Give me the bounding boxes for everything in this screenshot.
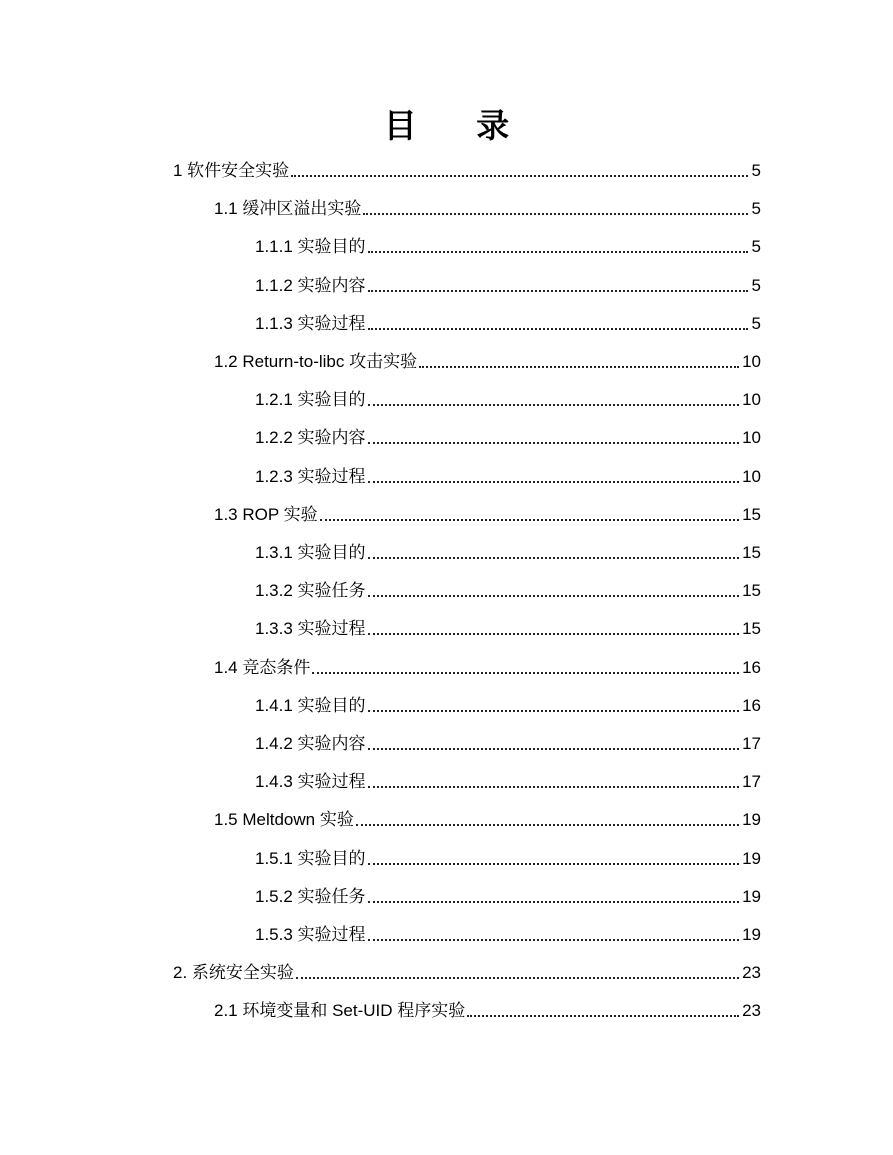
toc-entry[interactable]	[255, 534, 761, 572]
toc-entry[interactable]	[255, 267, 761, 305]
toc-dot-leader	[368, 771, 740, 793]
toc-entry-title: 1.4.2 实验内容	[255, 734, 366, 753]
toc-page-number: 5	[751, 199, 761, 218]
toc-dot-leader	[368, 733, 740, 755]
toc-dot-leader	[356, 809, 739, 831]
toc-dot-leader	[368, 313, 748, 335]
toc-entry-title: 1.4.1 实验目的	[255, 696, 366, 715]
toc-dot-leader	[363, 198, 748, 220]
toc-page-number: 16	[742, 696, 761, 715]
toc-entry-title: 1.1 缓冲区溢出实验	[214, 199, 362, 218]
toc-page-number: 5	[751, 237, 761, 256]
toc-entry[interactable]	[214, 649, 761, 687]
toc-page-number: 10	[742, 352, 761, 371]
toc-entry[interactable]	[255, 725, 761, 763]
toc-entry-title: 1.5 Meltdown 实验	[214, 810, 354, 829]
toc-dot-leader	[368, 695, 740, 717]
toc-dot-leader	[368, 848, 740, 870]
toc-dot-leader	[296, 962, 739, 984]
toc-page-number: 19	[742, 810, 761, 829]
toc-entry-title: 1.5.1 实验目的	[255, 849, 366, 868]
toc-page-number: 23	[742, 1001, 761, 1020]
toc-page-number: 15	[742, 505, 761, 524]
toc-entry[interactable]	[255, 763, 761, 801]
toc-entry[interactable]	[255, 305, 761, 343]
toc-entry[interactable]	[255, 840, 761, 878]
toc-dot-leader	[467, 1000, 739, 1022]
page-title: 目 录	[383, 106, 534, 145]
toc-entry-title: 1.3.1 实验目的	[255, 543, 366, 562]
toc-entry-title: 1.2 Return-to-libc 攻击实验	[214, 352, 418, 371]
toc-entry-title: 1 软件安全实验	[173, 161, 290, 180]
toc-dot-leader	[312, 657, 739, 679]
toc-entry-title: 1.2.2 实验内容	[255, 428, 366, 447]
toc-entry-title: 2. 系统安全实验	[173, 963, 294, 982]
toc-entry-title: 1.1.1 实验目的	[255, 237, 366, 256]
toc-page-number: 19	[742, 925, 761, 944]
toc-entry[interactable]	[255, 458, 761, 496]
toc-entry[interactable]	[214, 992, 761, 1030]
toc-entry-title: 1.3 ROP 实验	[214, 505, 318, 524]
toc-page-number: 17	[742, 772, 761, 791]
toc-dot-leader	[368, 580, 740, 602]
toc-page-number: 10	[742, 467, 761, 486]
toc-entry-title: 1.2.1 实验目的	[255, 390, 366, 409]
toc-page-number: 10	[742, 428, 761, 447]
toc-entry[interactable]	[173, 152, 761, 190]
toc-entry[interactable]	[255, 419, 761, 457]
toc-page-number: 19	[742, 849, 761, 868]
toc-entry[interactable]	[214, 343, 761, 381]
toc-dot-leader	[368, 886, 740, 908]
toc-page-number: 5	[751, 314, 761, 333]
toc-dot-leader	[368, 466, 740, 488]
toc-entry-title: 1.2.3 实验过程	[255, 467, 366, 486]
toc-dot-leader	[368, 275, 748, 297]
toc-dot-leader	[368, 542, 740, 564]
toc-page-number: 10	[742, 390, 761, 409]
toc-entry[interactable]	[255, 610, 761, 648]
toc-entry-title: 1.1.3 实验过程	[255, 314, 366, 333]
toc-dot-leader	[368, 924, 740, 946]
toc-entry[interactable]	[173, 954, 761, 992]
toc-entry-title: 1.4 竞态条件	[214, 658, 311, 677]
toc-page-number: 15	[742, 543, 761, 562]
toc-entry-title: 1.3.3 实验过程	[255, 619, 366, 638]
toc-entry[interactable]	[255, 878, 761, 916]
toc-page-number: 5	[751, 161, 761, 180]
toc-entry-title: 1.5.3 实验过程	[255, 925, 366, 944]
toc-page-number: 5	[751, 276, 761, 295]
toc-page-number: 23	[742, 963, 761, 982]
toc-dot-leader	[291, 160, 748, 182]
toc-page-number: 16	[742, 658, 761, 677]
toc-entry-title: 2.1 环境变量和 Set-UID 程序实验	[214, 1001, 466, 1020]
toc-entry[interactable]	[255, 572, 761, 610]
toc-entry-title: 1.1.2 实验内容	[255, 276, 366, 295]
toc-dot-leader	[368, 236, 748, 258]
toc-page-number: 15	[742, 581, 761, 600]
toc-page-number: 15	[742, 619, 761, 638]
toc-entry-title: 1.3.2 实验任务	[255, 581, 366, 600]
toc-entry[interactable]	[214, 801, 761, 839]
toc-dot-leader	[419, 351, 739, 373]
toc-entry[interactable]	[214, 190, 761, 228]
toc-page-number: 17	[742, 734, 761, 753]
toc-entry[interactable]	[214, 496, 761, 534]
toc-dot-leader	[368, 389, 740, 411]
toc-entry-title: 1.5.2 实验任务	[255, 887, 366, 906]
toc-entry[interactable]	[255, 381, 761, 419]
toc-page-number: 19	[742, 887, 761, 906]
toc-dot-leader	[368, 427, 740, 449]
toc-entry[interactable]	[255, 228, 761, 266]
toc-entry-title: 1.4.3 实验过程	[255, 772, 366, 791]
toc-dot-leader	[368, 618, 740, 640]
toc-entry[interactable]	[255, 687, 761, 725]
toc-dot-leader	[320, 504, 739, 526]
toc-entry[interactable]	[255, 916, 761, 954]
